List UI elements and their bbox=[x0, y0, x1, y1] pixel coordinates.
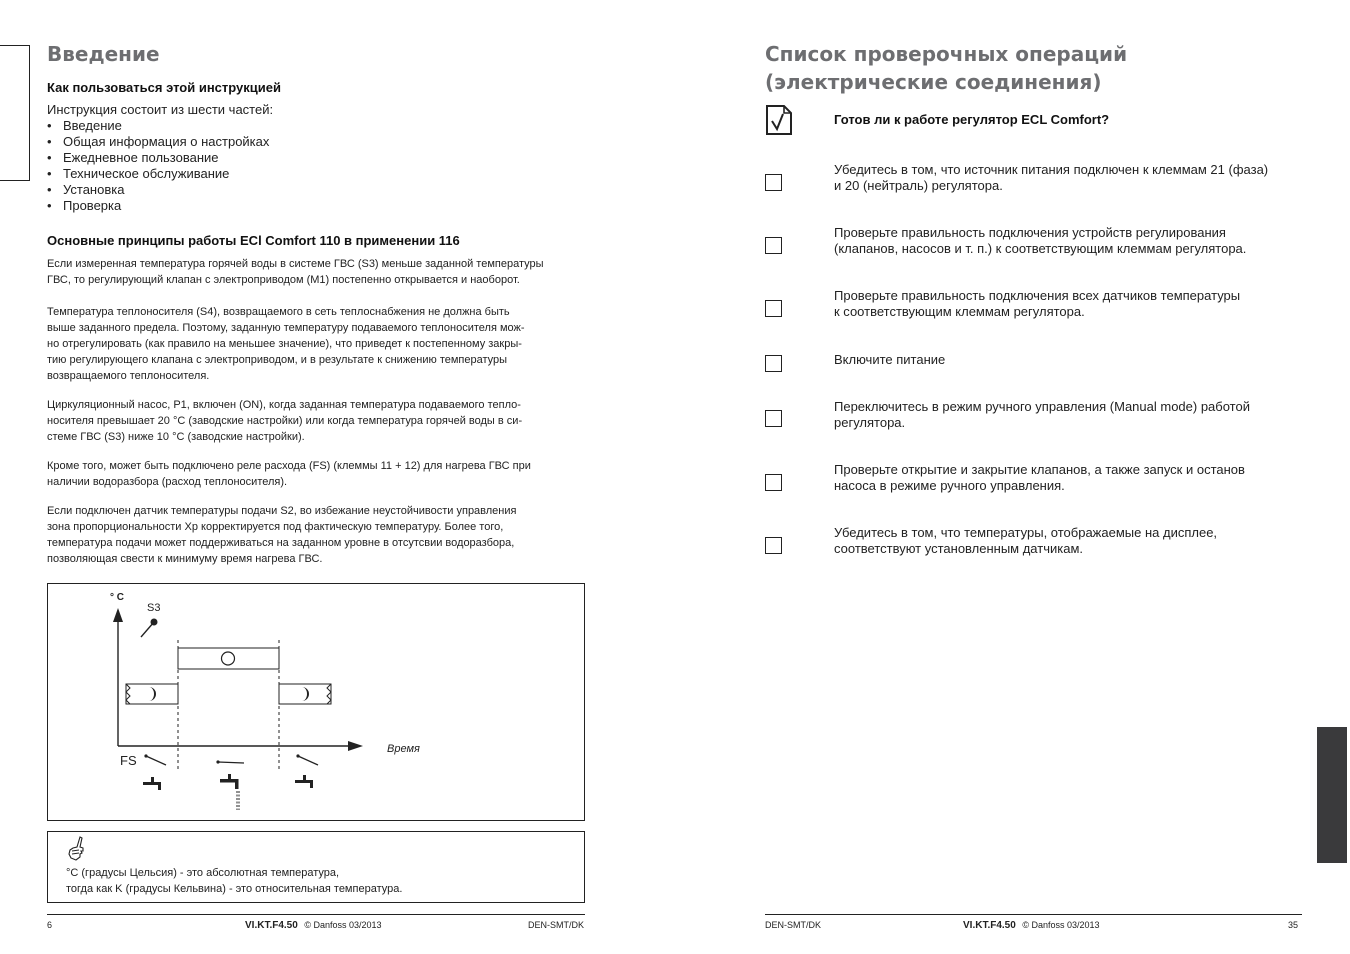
page-number: 6 bbox=[47, 920, 53, 930]
paragraph bbox=[47, 304, 525, 384]
section-tab bbox=[1317, 727, 1347, 863]
note-box bbox=[47, 831, 585, 903]
text-line: (клапанов, насосов и т. п.) к соответствующим клеммам регулятора. bbox=[834, 241, 1247, 256]
paragraph bbox=[47, 397, 522, 445]
paragraph bbox=[47, 458, 531, 490]
parts-list bbox=[47, 118, 269, 214]
text-line: насоса в режиме ручного управления. bbox=[834, 478, 1065, 493]
text-line: температура подачи может поддерживаться на заданном уровне в отсутсвии водоразбора, bbox=[47, 537, 515, 549]
checkbox[interactable] bbox=[765, 474, 782, 491]
x-axis-label: Время bbox=[387, 743, 420, 755]
section-bracket bbox=[0, 45, 30, 181]
list-item: • Введение bbox=[47, 118, 269, 134]
text-line: стеме ГВС (S3) ниже 10 °C (заводские настройки). bbox=[47, 431, 305, 443]
check-text bbox=[834, 225, 1324, 257]
page-title: Введение bbox=[47, 42, 160, 66]
page-number: 35 bbox=[1288, 920, 1299, 930]
footer-rule bbox=[765, 914, 1302, 915]
text-line: Переключитесь в режим ручного управления (Manual mode) работой bbox=[834, 399, 1250, 414]
text-line: Убедитесь в том, что температуры, отображаемые на дисплее, bbox=[834, 525, 1218, 540]
text-line: Проверьте правильность подключения всех датчиков температуры bbox=[834, 288, 1241, 303]
footer-rule bbox=[47, 914, 585, 915]
list-item: • Проверка bbox=[47, 198, 269, 214]
paragraph bbox=[47, 256, 544, 288]
control-diagram bbox=[47, 583, 585, 821]
text-line: Включите питание bbox=[834, 352, 946, 367]
checklist-title bbox=[765, 40, 1127, 96]
text-line: носителя превышает 20 °C (заводские настройки) или когда температура горячей воды в си- bbox=[47, 415, 523, 427]
checkbox[interactable] bbox=[765, 300, 782, 317]
switch-open-icon bbox=[146, 756, 166, 765]
text-line: зона пропорциональности Xp корректируется под фактическую температуру. Более того, bbox=[47, 521, 504, 533]
y-axis-arrow bbox=[113, 608, 123, 622]
title-line: (электрические соединения) bbox=[765, 70, 1102, 94]
saving-period-bar-left bbox=[126, 684, 178, 704]
diagram-graphic bbox=[48, 584, 584, 820]
text-line: тию регулирующего клапана с электроприводом, и в результате к снижению температуры bbox=[47, 354, 508, 366]
check-text bbox=[834, 352, 1324, 368]
text-line: соответствуют установленным датчикам. bbox=[834, 541, 1083, 556]
list-item: • Установка bbox=[47, 182, 269, 198]
text-line: Циркуляционный насос, P1, включен (ON), когда заданная температура подаваемого тепло- bbox=[47, 399, 521, 411]
title-line: Список проверочных операций bbox=[765, 42, 1128, 66]
text-line: позволяющая свести к минимуму время нагрева ГВС. bbox=[47, 553, 323, 565]
doc-code: VI.KT.F4.50 bbox=[963, 920, 1016, 931]
check-text bbox=[834, 288, 1324, 320]
paragraph bbox=[47, 503, 516, 567]
check-text bbox=[834, 399, 1324, 431]
tap-closed-icon bbox=[143, 777, 161, 790]
checkbox[interactable] bbox=[765, 237, 782, 254]
checkbox[interactable] bbox=[765, 355, 782, 372]
saving-period-bar-right bbox=[279, 684, 331, 704]
list-item: • Ежедневное пользование bbox=[47, 150, 269, 166]
text-line: регулятора. bbox=[834, 415, 906, 430]
check-text bbox=[834, 462, 1324, 494]
list-item: • Техническое обслуживание bbox=[47, 166, 269, 182]
text-line: Температура теплоносителя (S4), возвращаемого в сеть теплоснабжения не должна быть bbox=[47, 306, 510, 318]
x-axis-arrow bbox=[348, 741, 363, 751]
hand-note-icon bbox=[67, 836, 87, 862]
switch-open-icon bbox=[298, 756, 318, 765]
text-line: Проверьте открытие и закрытие клапанов, а также запуск и останов bbox=[834, 462, 1245, 477]
sensor-label: S3 bbox=[147, 602, 161, 614]
checkbox[interactable] bbox=[765, 174, 782, 191]
text-line: к соответствующим клеммам регулятора. bbox=[834, 304, 1085, 319]
text-line: Убедитесь в том, что источник питания подключен к клеммам 21 (фаза) bbox=[834, 162, 1269, 177]
switch-label: FS bbox=[120, 753, 137, 768]
tap-open-icon bbox=[220, 774, 239, 810]
text-line: и 20 (нейтраль) регулятора. bbox=[834, 178, 1003, 193]
copyright: © Danfoss 03/2013 bbox=[304, 920, 382, 930]
check-text bbox=[834, 162, 1324, 194]
comfort-period-bar bbox=[178, 648, 279, 669]
note-line: °C (градусы Цельсия) - это абсолютная температура, bbox=[66, 867, 340, 879]
footer-doc bbox=[245, 920, 382, 931]
text-line: выше заданного предела. Поэтому, заданную температуру подаваемого теплоносителя мож- bbox=[47, 322, 525, 334]
text-line: Если подключен датчик температуры подачи S2, во избежание неустойчивости управления bbox=[47, 505, 517, 517]
tap-closed-icon bbox=[295, 775, 313, 788]
checkbox[interactable] bbox=[765, 537, 782, 554]
text-line: наличии водоразбора (расход теплоносителя). bbox=[47, 476, 288, 488]
checkbox[interactable] bbox=[765, 410, 782, 427]
list-item: • Общая информация о настройках bbox=[47, 134, 269, 150]
footer-code: DEN-SMT/DK bbox=[528, 920, 584, 930]
sensor-s3-tip bbox=[151, 619, 158, 626]
howto-intro: Инструкция состоит из шести частей: bbox=[47, 102, 274, 117]
principles-heading: Основные принципы работы ECl Comfort 110 в применении 116 bbox=[47, 233, 460, 248]
text-line: Кроме того, может быть подключено реле расхода (FS) (клеммы 11 + 12) для нагрева ГВС при bbox=[47, 460, 531, 472]
text-line: возвращаемого теплоносителя. bbox=[47, 370, 210, 382]
doc-code: VI.KT.F4.50 bbox=[245, 920, 298, 931]
note-line: тогда как K (градусы Кельвина) - это относительная температура. bbox=[66, 883, 403, 895]
text-line: Если измеренная температура горячей воды в системе ГВС (S3) меньше заданной температуры bbox=[47, 258, 544, 270]
text-line: ГВС, то регулирующий клапан с электроприводом (M1) постепенно открывается и наоборот. bbox=[47, 274, 520, 286]
footer-code: DEN-SMT/DK bbox=[765, 920, 821, 930]
check-text bbox=[834, 525, 1324, 557]
text-line: но отрегулировать (как правило на меньшее значение), что приведет к постепенному закры- bbox=[47, 338, 522, 350]
text-line: Проверьте правильность подключения устройств регулирования bbox=[834, 225, 1226, 240]
footer-doc bbox=[963, 920, 1100, 931]
y-axis-unit: ° C bbox=[110, 592, 124, 603]
howto-heading: Как пользоваться этой инструкцией bbox=[47, 80, 281, 95]
copyright: © Danfoss 03/2013 bbox=[1022, 920, 1100, 930]
ready-question: Готов ли к работе регулятор ECL Comfort? bbox=[834, 112, 1110, 127]
switch-closed-icon bbox=[218, 762, 244, 763]
checklist-document-icon bbox=[765, 104, 793, 136]
